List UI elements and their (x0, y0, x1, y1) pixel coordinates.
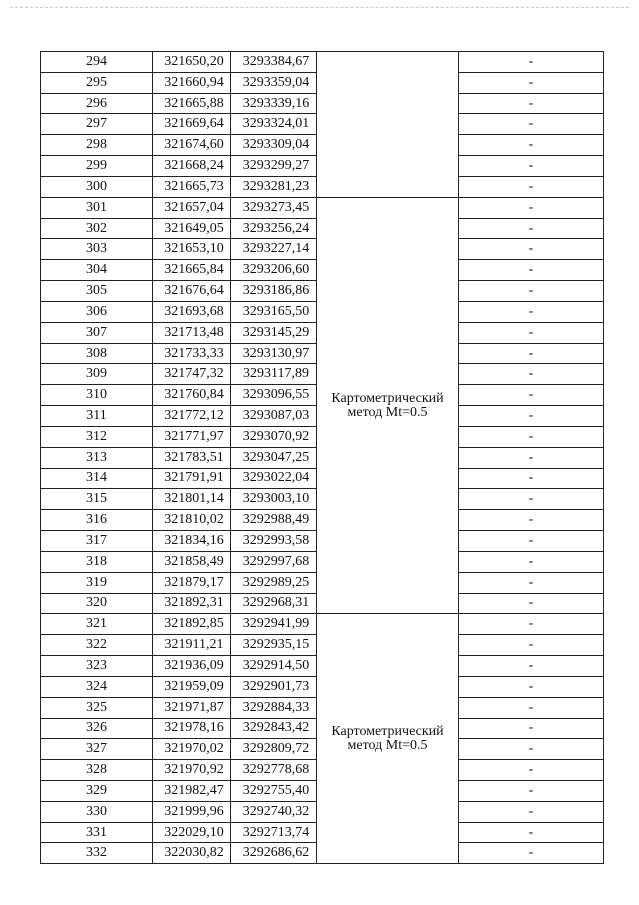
note-cell: - (459, 510, 604, 531)
note-cell: - (459, 218, 604, 239)
note-cell: - (459, 260, 604, 281)
x-coordinate-cell: 322030,82 (153, 843, 231, 864)
x-coordinate-cell: 321911,21 (153, 635, 231, 656)
note-cell: - (459, 822, 604, 843)
point-number-cell: 300 (41, 176, 153, 197)
point-number-cell: 316 (41, 510, 153, 531)
y-coordinate-cell: 3292989,25 (231, 572, 317, 593)
note-cell: - (459, 801, 604, 822)
note-cell: - (459, 406, 604, 427)
point-number-cell: 317 (41, 531, 153, 552)
x-coordinate-cell: 321669,64 (153, 114, 231, 135)
point-number-cell: 326 (41, 718, 153, 739)
note-cell: - (459, 551, 604, 572)
note-cell: - (459, 52, 604, 73)
note-cell: - (459, 301, 604, 322)
point-number-cell: 319 (41, 572, 153, 593)
x-coordinate-cell: 321982,47 (153, 780, 231, 801)
point-number-cell: 332 (41, 843, 153, 864)
x-coordinate-cell: 321791,91 (153, 468, 231, 489)
note-cell: - (459, 614, 604, 635)
coordinates-table (40, 51, 604, 864)
point-number-cell: 322 (41, 635, 153, 656)
method-line-2: метод Mt=0.5 (347, 404, 428, 420)
note-cell: - (459, 593, 604, 614)
point-number-cell: 320 (41, 593, 153, 614)
point-number-cell: 328 (41, 760, 153, 781)
point-number-cell: 327 (41, 739, 153, 760)
y-coordinate-cell: 3293047,25 (231, 447, 317, 468)
point-number-cell: 305 (41, 281, 153, 302)
note-cell: - (459, 426, 604, 447)
y-coordinate-cell: 3292997,68 (231, 551, 317, 572)
y-coordinate-cell: 3292941,99 (231, 614, 317, 635)
x-coordinate-cell: 321936,09 (153, 656, 231, 677)
y-coordinate-cell: 3293227,14 (231, 239, 317, 260)
y-coordinate-cell: 3293003,10 (231, 489, 317, 510)
x-coordinate-cell: 321892,31 (153, 593, 231, 614)
y-coordinate-cell: 3292884,33 (231, 697, 317, 718)
method-line-1: Картометрический (331, 390, 444, 406)
method-line-1: Картометрический (331, 723, 444, 739)
y-coordinate-cell: 3293130,97 (231, 343, 317, 364)
x-coordinate-cell: 321657,04 (153, 197, 231, 218)
note-cell: - (459, 447, 604, 468)
y-coordinate-cell: 3293256,24 (231, 218, 317, 239)
table-row (41, 614, 604, 635)
x-coordinate-cell: 321971,87 (153, 697, 231, 718)
y-coordinate-cell: 3293324,01 (231, 114, 317, 135)
point-number-cell: 297 (41, 114, 153, 135)
point-number-cell: 308 (41, 343, 153, 364)
point-number-cell: 330 (41, 801, 153, 822)
x-coordinate-cell: 321665,73 (153, 176, 231, 197)
x-coordinate-cell: 321772,12 (153, 406, 231, 427)
method-cell (317, 197, 459, 614)
table-row (41, 197, 604, 218)
note-cell: - (459, 239, 604, 260)
x-coordinate-cell: 321668,24 (153, 156, 231, 177)
note-cell: - (459, 468, 604, 489)
note-cell: - (459, 635, 604, 656)
point-number-cell: 321 (41, 614, 153, 635)
note-cell: - (459, 72, 604, 93)
x-coordinate-cell: 321771,97 (153, 426, 231, 447)
point-number-cell: 315 (41, 489, 153, 510)
point-number-cell: 331 (41, 822, 153, 843)
y-coordinate-cell: 3292740,32 (231, 801, 317, 822)
point-number-cell: 309 (41, 364, 153, 385)
x-coordinate-cell: 321892,85 (153, 614, 231, 635)
x-coordinate-cell: 321665,88 (153, 93, 231, 114)
note-cell: - (459, 93, 604, 114)
y-coordinate-cell: 3293087,03 (231, 406, 317, 427)
x-coordinate-cell: 321693,68 (153, 301, 231, 322)
note-cell: - (459, 676, 604, 697)
point-number-cell: 295 (41, 72, 153, 93)
note-cell: - (459, 156, 604, 177)
y-coordinate-cell: 3293299,27 (231, 156, 317, 177)
point-number-cell: 304 (41, 260, 153, 281)
note-cell: - (459, 572, 604, 593)
y-coordinate-cell: 3292993,58 (231, 531, 317, 552)
note-cell: - (459, 364, 604, 385)
y-coordinate-cell: 3292901,73 (231, 676, 317, 697)
point-number-cell: 296 (41, 93, 153, 114)
y-coordinate-cell: 3292843,42 (231, 718, 317, 739)
x-coordinate-cell: 321959,09 (153, 676, 231, 697)
note-cell: - (459, 176, 604, 197)
x-coordinate-cell: 321810,02 (153, 510, 231, 531)
method-line-2: метод Mt=0.5 (347, 737, 428, 753)
table-row (41, 52, 604, 73)
x-coordinate-cell: 321676,64 (153, 281, 231, 302)
note-cell: - (459, 718, 604, 739)
point-number-cell: 311 (41, 406, 153, 427)
x-coordinate-cell: 321970,02 (153, 739, 231, 760)
note-cell: - (459, 843, 604, 864)
y-coordinate-cell: 3293309,04 (231, 135, 317, 156)
point-number-cell: 301 (41, 197, 153, 218)
point-number-cell: 313 (41, 447, 153, 468)
note-cell: - (459, 656, 604, 677)
y-coordinate-cell: 3293117,89 (231, 364, 317, 385)
note-cell: - (459, 385, 604, 406)
y-coordinate-cell: 3293096,55 (231, 385, 317, 406)
note-cell: - (459, 281, 604, 302)
y-coordinate-cell: 3292778,68 (231, 760, 317, 781)
note-cell: - (459, 739, 604, 760)
x-coordinate-cell: 321783,51 (153, 447, 231, 468)
x-coordinate-cell: 321834,16 (153, 531, 231, 552)
y-coordinate-cell: 3293273,45 (231, 197, 317, 218)
note-cell: - (459, 135, 604, 156)
y-coordinate-cell: 3292755,40 (231, 780, 317, 801)
x-coordinate-cell: 321713,48 (153, 322, 231, 343)
method-cell (317, 614, 459, 864)
point-number-cell: 329 (41, 780, 153, 801)
y-coordinate-cell: 3293022,04 (231, 468, 317, 489)
point-number-cell: 299 (41, 156, 153, 177)
coordinates-table-body (41, 52, 604, 864)
x-coordinate-cell: 321653,10 (153, 239, 231, 260)
top-border-line (10, 7, 629, 8)
y-coordinate-cell: 3293359,04 (231, 72, 317, 93)
y-coordinate-cell: 3292686,62 (231, 843, 317, 864)
x-coordinate-cell: 321733,33 (153, 343, 231, 364)
point-number-cell: 294 (41, 52, 153, 73)
point-number-cell: 325 (41, 697, 153, 718)
y-coordinate-cell: 3293165,50 (231, 301, 317, 322)
x-coordinate-cell: 321970,92 (153, 760, 231, 781)
note-cell: - (459, 114, 604, 135)
point-number-cell: 298 (41, 135, 153, 156)
y-coordinate-cell: 3292914,50 (231, 656, 317, 677)
y-coordinate-cell: 3292809,72 (231, 739, 317, 760)
x-coordinate-cell: 321650,20 (153, 52, 231, 73)
point-number-cell: 306 (41, 301, 153, 322)
y-coordinate-cell: 3293206,60 (231, 260, 317, 281)
x-coordinate-cell: 321747,32 (153, 364, 231, 385)
point-number-cell: 314 (41, 468, 153, 489)
x-coordinate-cell: 321858,49 (153, 551, 231, 572)
point-number-cell: 302 (41, 218, 153, 239)
note-cell: - (459, 343, 604, 364)
x-coordinate-cell: 321665,84 (153, 260, 231, 281)
y-coordinate-cell: 3292935,15 (231, 635, 317, 656)
y-coordinate-cell: 3293070,92 (231, 426, 317, 447)
y-coordinate-cell: 3293339,16 (231, 93, 317, 114)
x-coordinate-cell: 321660,94 (153, 72, 231, 93)
point-number-cell: 303 (41, 239, 153, 260)
point-number-cell: 307 (41, 322, 153, 343)
y-coordinate-cell: 3293281,23 (231, 176, 317, 197)
y-coordinate-cell: 3292968,31 (231, 593, 317, 614)
x-coordinate-cell: 321760,84 (153, 385, 231, 406)
x-coordinate-cell: 321879,17 (153, 572, 231, 593)
method-cell (317, 52, 459, 198)
note-cell: - (459, 780, 604, 801)
point-number-cell: 318 (41, 551, 153, 572)
y-coordinate-cell: 3293145,29 (231, 322, 317, 343)
note-cell: - (459, 197, 604, 218)
x-coordinate-cell: 321978,16 (153, 718, 231, 739)
y-coordinate-cell: 3292988,49 (231, 510, 317, 531)
note-cell: - (459, 489, 604, 510)
point-number-cell: 324 (41, 676, 153, 697)
note-cell: - (459, 697, 604, 718)
point-number-cell: 312 (41, 426, 153, 447)
y-coordinate-cell: 3293384,67 (231, 52, 317, 73)
x-coordinate-cell: 321674,60 (153, 135, 231, 156)
x-coordinate-cell: 321999,96 (153, 801, 231, 822)
note-cell: - (459, 322, 604, 343)
y-coordinate-cell: 3292713,74 (231, 822, 317, 843)
note-cell: - (459, 531, 604, 552)
note-cell: - (459, 760, 604, 781)
x-coordinate-cell: 322029,10 (153, 822, 231, 843)
x-coordinate-cell: 321649,05 (153, 218, 231, 239)
point-number-cell: 310 (41, 385, 153, 406)
y-coordinate-cell: 3293186,86 (231, 281, 317, 302)
x-coordinate-cell: 321801,14 (153, 489, 231, 510)
point-number-cell: 323 (41, 656, 153, 677)
